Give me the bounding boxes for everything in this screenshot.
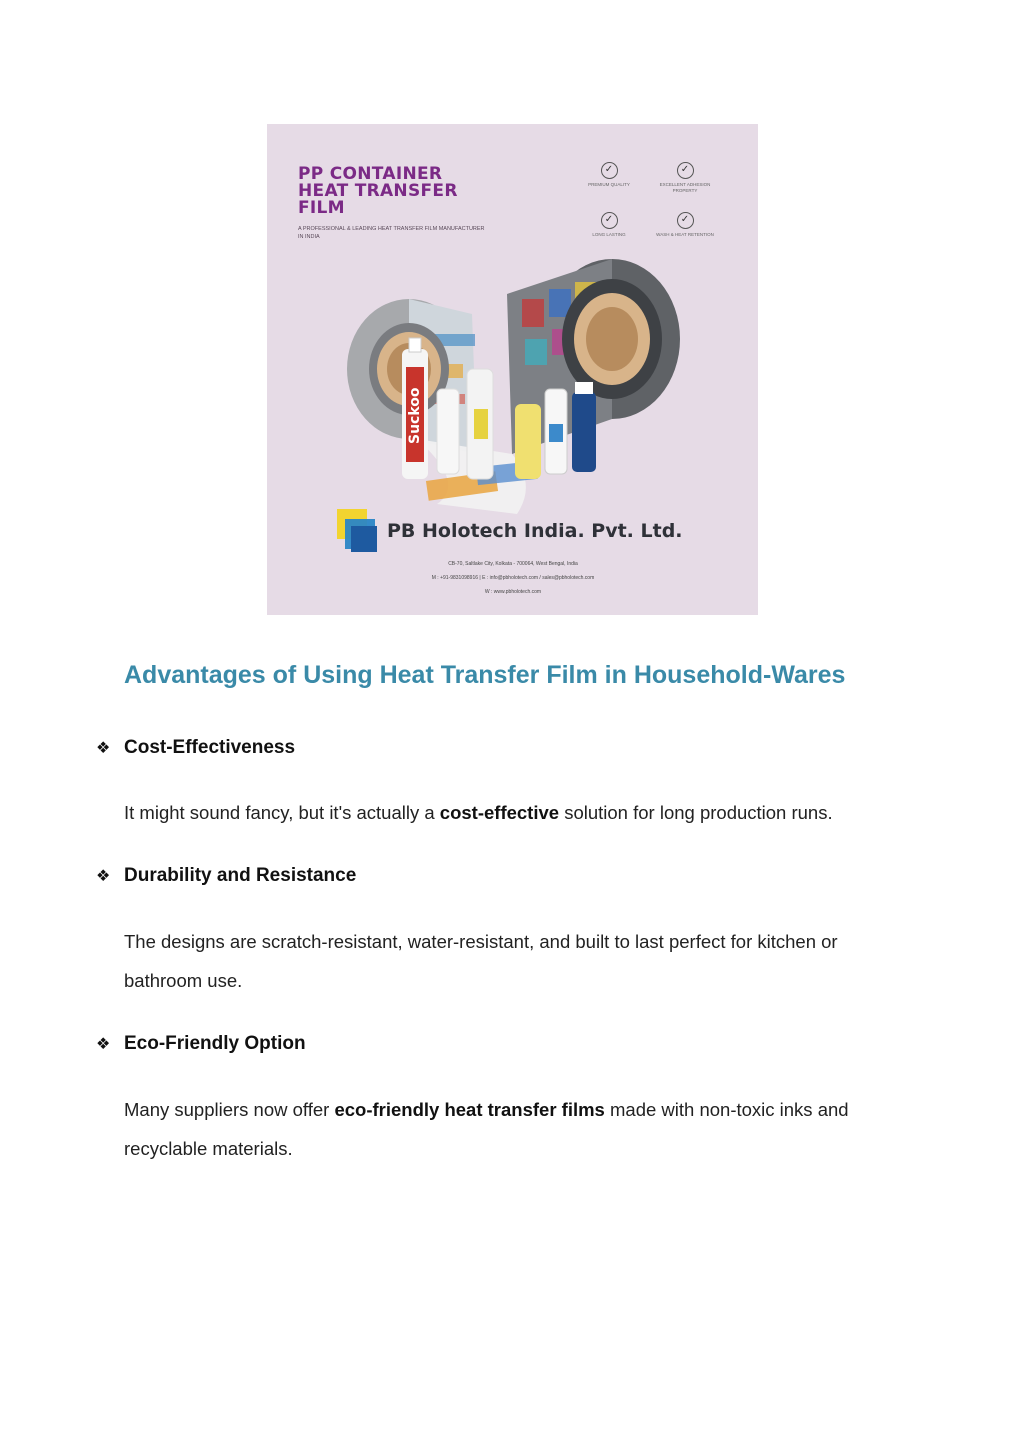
section-title-durability (96, 862, 356, 891)
diamond-bullet-icon: ❖ (96, 868, 111, 885)
section-body-cost-effectiveness (124, 793, 914, 832)
section-title-text: Durability and Resistance (124, 865, 357, 886)
check-circle-icon: ✓ (601, 162, 618, 179)
article-heading: Advantages of Using Heat Transfer Film in Household-Wares (124, 661, 846, 689)
banner-title-line: PP CONTAINER (298, 164, 443, 184)
company-logo (337, 509, 377, 552)
badge-label: WASH & HEAT RETENTION (656, 232, 714, 237)
badge-label: EXCELLENT ADHESION PROPERTY (659, 182, 711, 193)
badge-label: LONG LASTING (592, 232, 626, 237)
badge-label: PREMIUM QUALITY (588, 182, 630, 187)
check-circle-icon: ✓ (677, 212, 694, 229)
body-text: made with non-toxic inks and recyclable materials. (124, 1099, 849, 1159)
section-title-text: Cost-Effectiveness (124, 737, 296, 758)
check-circle-icon: ✓ (677, 162, 694, 179)
body-text: It might sound fancy, but it's actually a (124, 802, 440, 823)
body-text: Many suppliers now offer (124, 1099, 335, 1120)
body-bold-text: eco-friendly heat transfer films (334, 1099, 605, 1120)
section-title-eco-friendly (96, 1030, 306, 1059)
section-title-text: Eco-Friendly Option (124, 1033, 306, 1054)
bottle-brand-text: Suckoo (407, 387, 423, 444)
body-text: The designs are scratch-resistant, water-resistant, and built to last perfect for kitchen or bathroom use. (124, 931, 838, 991)
banner-tagline: A PROFESSIONAL & LEADING HEAT TRANSFER FILM MANUFACTURER IN INDIA (298, 226, 485, 240)
body-bold-text: cost-effective (439, 802, 560, 823)
company-name: PB Holotech India. Pvt. Ltd. (387, 520, 683, 542)
section-body-durability (124, 922, 914, 1000)
check-circle-icon: ✓ (601, 212, 618, 229)
section-title-cost-effectiveness (96, 734, 295, 763)
diamond-bullet-icon: ❖ (96, 1036, 111, 1053)
banner-title-line: FILM (298, 198, 345, 218)
section-body-eco-friendly (124, 1090, 914, 1168)
diamond-bullet-icon: ❖ (96, 740, 111, 757)
company-contact: M : +91-9831098916 | E : info@pbholotech.com / sales@pbholotech.com (431, 575, 595, 581)
company-address: CB-70, Saltlake City, Kolkata - 700064, West Bengal, India (448, 561, 578, 567)
body-text: solution for long production runs. (559, 802, 833, 823)
banner-title-line: HEAT TRANSFER (298, 181, 458, 201)
company-website: W : www.pbholotech.com (484, 589, 542, 595)
product-banner-image (267, 124, 758, 615)
